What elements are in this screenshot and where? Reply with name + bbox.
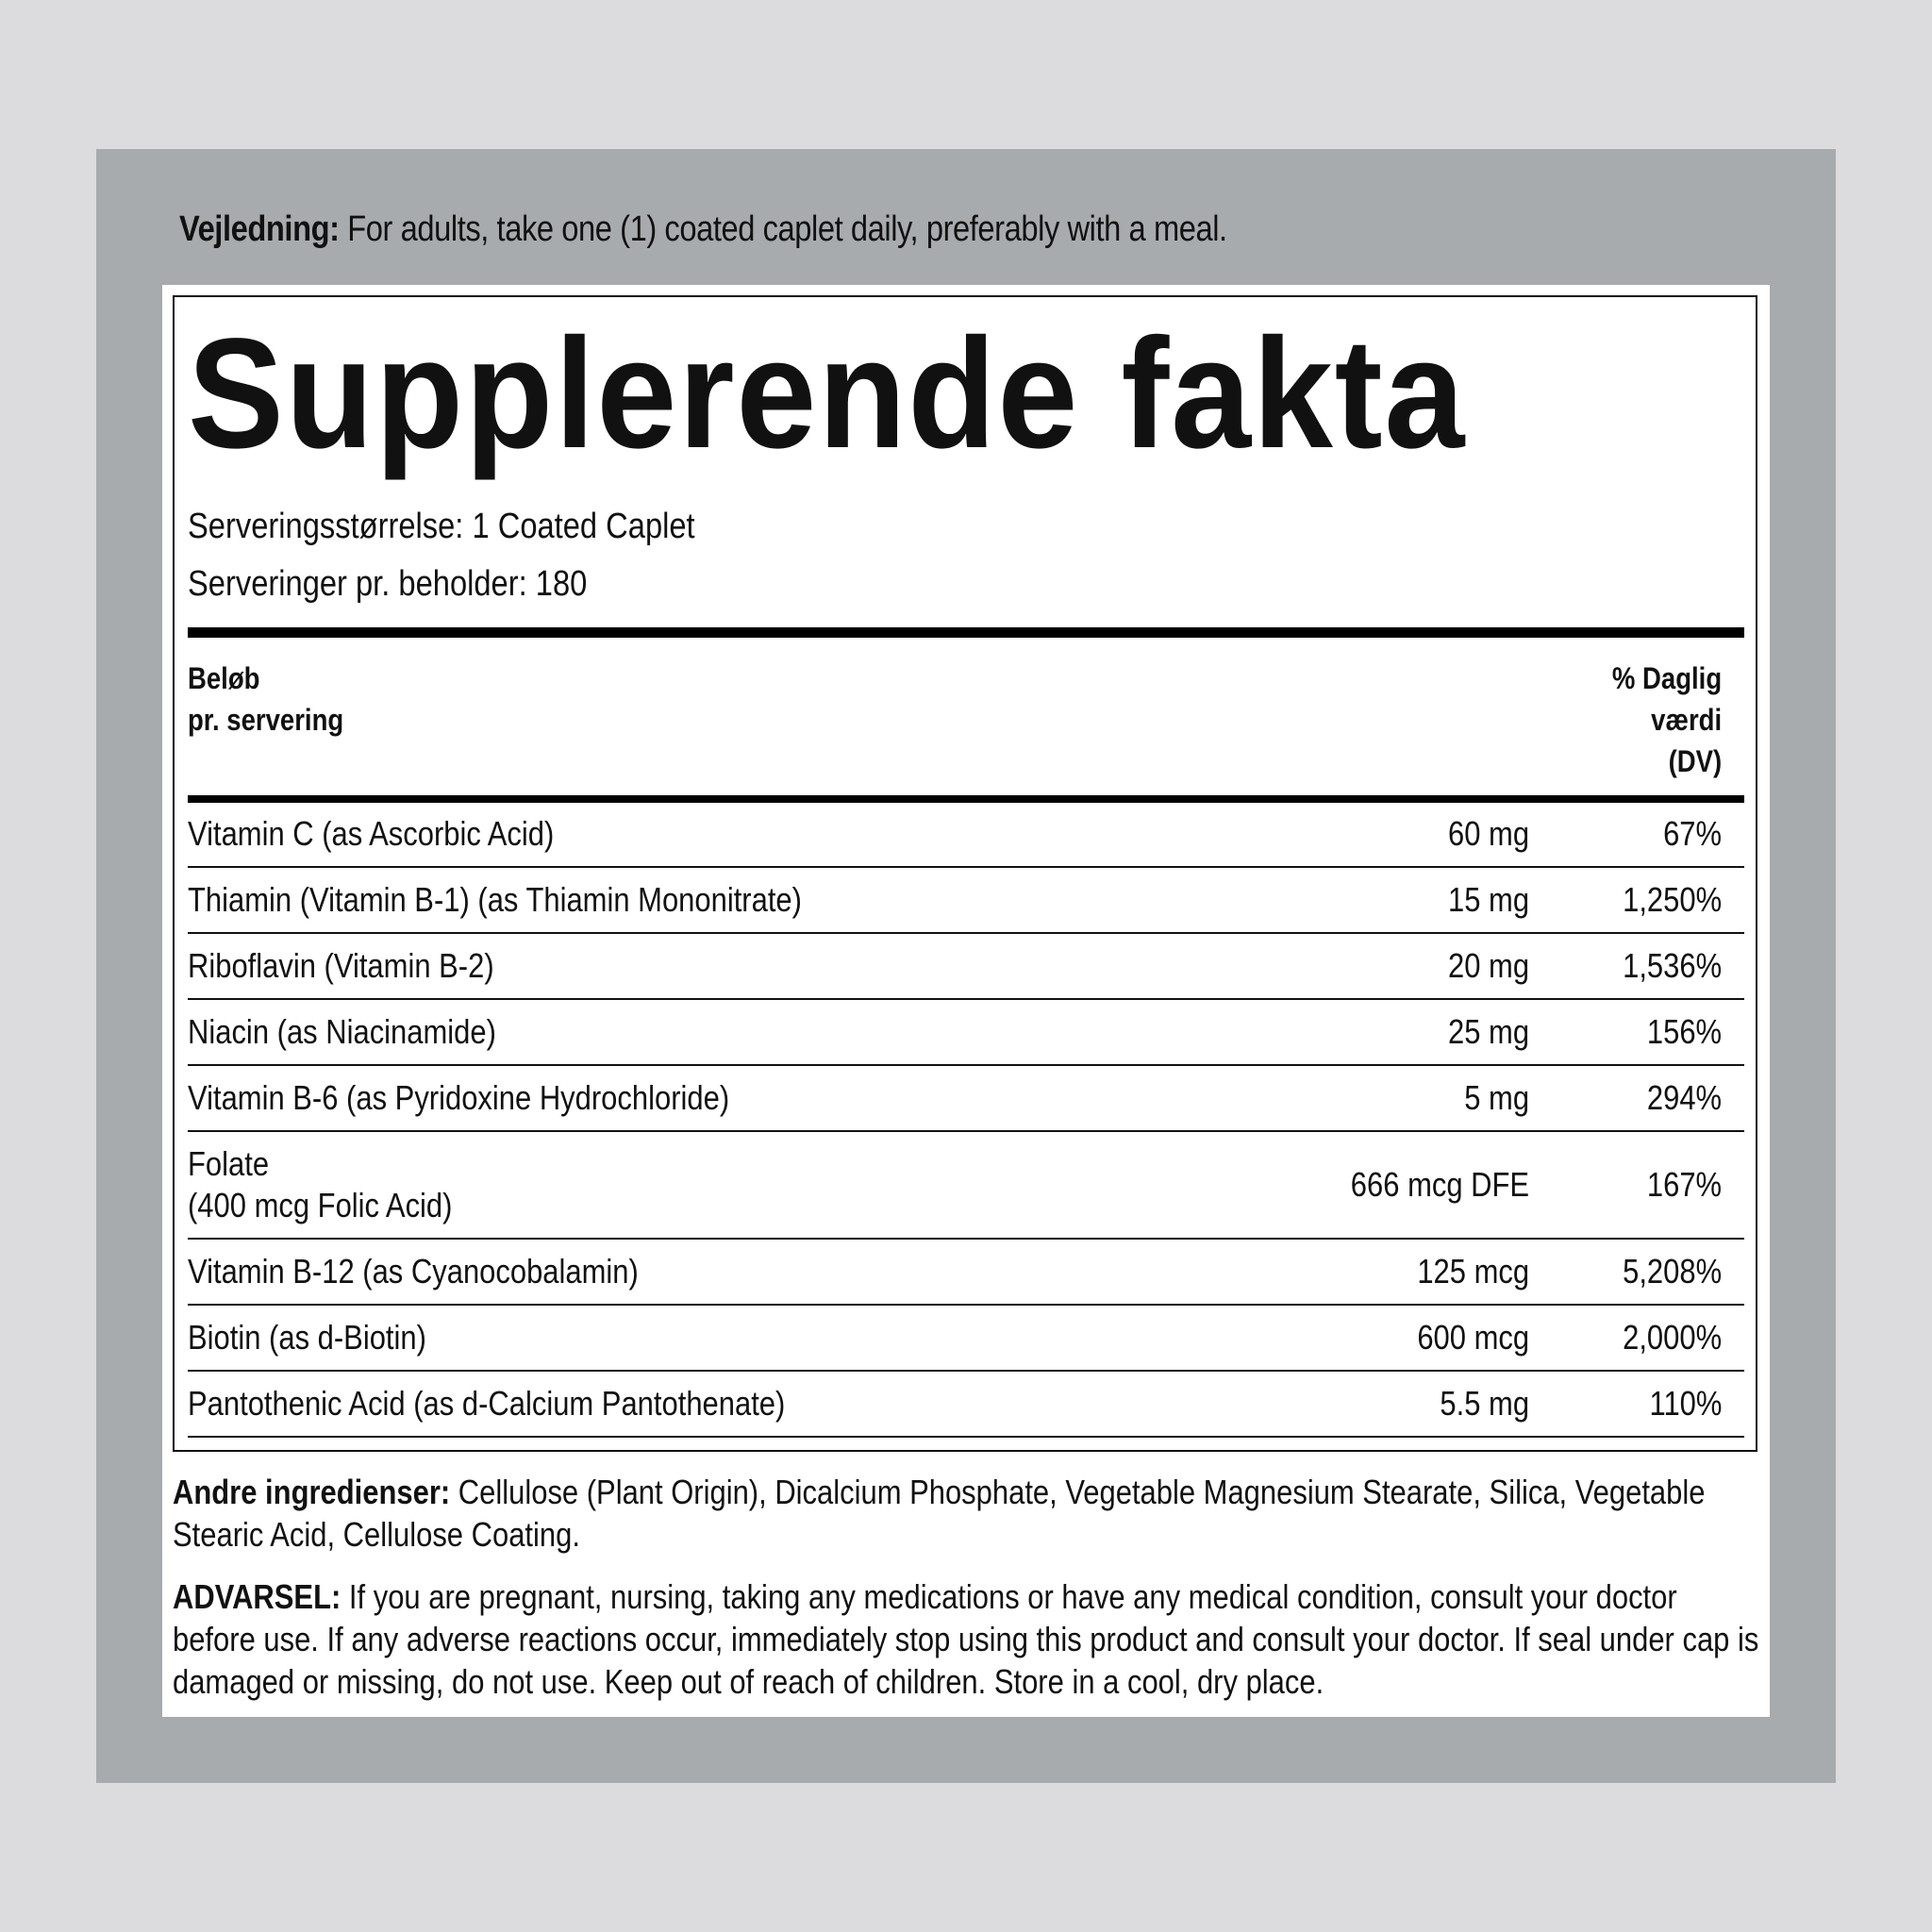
serving-size: Serveringsstørrelse: 1 Coated Caplet <box>188 507 695 546</box>
header-right-line2: værdi <box>1651 703 1722 737</box>
directions-label: Vejledning: <box>179 209 340 249</box>
nutrient-amount: 5.5 mg <box>1440 1384 1529 1423</box>
other-ingredients-text: Cellulose (Plant Origin), Dicalcium Phosphate, Vegetable Magnesium Stearate, Silica, Vegetable Stearic Acid, Cellulose Coating. <box>173 1473 1706 1554</box>
table-row <box>188 1306 1744 1372</box>
nutrient-name-line1: Folate <box>188 1144 270 1183</box>
other-ingredients <box>173 1471 1763 1556</box>
nutrient-name: Vitamin B-6 (as Pyridoxine Hydrochloride) <box>188 1078 730 1117</box>
directions-text: For adults, take one (1) coated caplet daily, preferably with a meal. <box>339 209 1227 249</box>
warning-text: If you are pregnant, nursing, taking any medications or have any medical condition, consult your doctor before use. If any adverse reactions occur, immediately stop using this product and consult your doctor. If seal under cap is damaged or missing, do not use. Keep out of reach of children. Store in a cool, dry place. <box>173 1577 1759 1701</box>
facts-title: Supplerende fakta <box>188 307 1467 481</box>
nutrient-amount: 5 mg <box>1464 1078 1529 1117</box>
table-row <box>188 868 1744 934</box>
nutrient-amount: 20 mg <box>1447 946 1529 985</box>
nutrient-name: Niacin (as Niacinamide) <box>188 1012 496 1051</box>
header-left-line1: Beløb <box>188 661 260 695</box>
nutrient-dv: 67% <box>1663 814 1722 853</box>
nutrient-dv: 5,208% <box>1622 1252 1722 1291</box>
directions <box>179 209 1227 250</box>
daily-value-header <box>1612 658 1722 782</box>
header-left-line2: pr. servering <box>188 703 344 737</box>
nutrient-table <box>188 802 1744 1438</box>
nutrient-amount: 600 mcg <box>1417 1318 1529 1357</box>
table-row <box>188 802 1744 868</box>
nutrient-dv: 1,250% <box>1622 880 1722 919</box>
nutrient-name: Thiamin (Vitamin B-1) (as Thiamin Mononitrate) <box>188 880 802 919</box>
nutrient-dv: 294% <box>1646 1078 1722 1117</box>
warning-label: ADVARSEL: <box>173 1577 341 1616</box>
nutrient-name <box>188 1143 452 1226</box>
table-row <box>188 1372 1744 1438</box>
nutrient-name: Vitamin C (as Ascorbic Acid) <box>188 814 555 853</box>
nutrient-name-line2: (400 mcg Folic Acid) <box>188 1186 453 1224</box>
nutrient-dv: 110% <box>1649 1384 1722 1423</box>
servings-per-container: Serveringer pr. beholder: 180 <box>188 564 588 604</box>
table-row <box>188 1240 1744 1306</box>
nutrient-dv: 2,000% <box>1622 1318 1722 1357</box>
thick-divider <box>188 627 1744 638</box>
nutrient-name: Riboflavin (Vitamin B-2) <box>188 946 494 985</box>
nutrient-amount: 15 mg <box>1447 880 1529 919</box>
warning <box>173 1575 1763 1703</box>
table-row <box>188 1132 1744 1240</box>
table-row <box>188 934 1744 1000</box>
nutrient-name: Vitamin B-12 (as Cyanocobalamin) <box>188 1252 639 1291</box>
table-row <box>188 1066 1744 1132</box>
nutrient-name: Pantothenic Acid (as d-Calcium Pantothenate) <box>188 1384 786 1423</box>
nutrient-dv: 167% <box>1646 1165 1722 1204</box>
nutrient-dv: 1,536% <box>1622 946 1722 985</box>
nutrient-amount: 125 mcg <box>1417 1252 1529 1291</box>
table-row <box>188 1000 1744 1066</box>
nutrient-amount: 25 mg <box>1447 1012 1529 1051</box>
nutrient-amount: 60 mg <box>1447 814 1529 853</box>
amount-per-serving-header <box>188 658 343 741</box>
nutrient-dv: 156% <box>1646 1012 1722 1051</box>
header-right-line3: (DV) <box>1668 744 1722 778</box>
nutrient-name: Biotin (as d-Biotin) <box>188 1318 426 1357</box>
other-ingredients-label: Andre ingredienser: <box>173 1473 451 1511</box>
supplement-facts-panel <box>173 295 1757 1452</box>
nutrient-amount: 666 mcg DFE <box>1350 1165 1529 1204</box>
header-right-line1: % Daglig <box>1611 661 1722 695</box>
